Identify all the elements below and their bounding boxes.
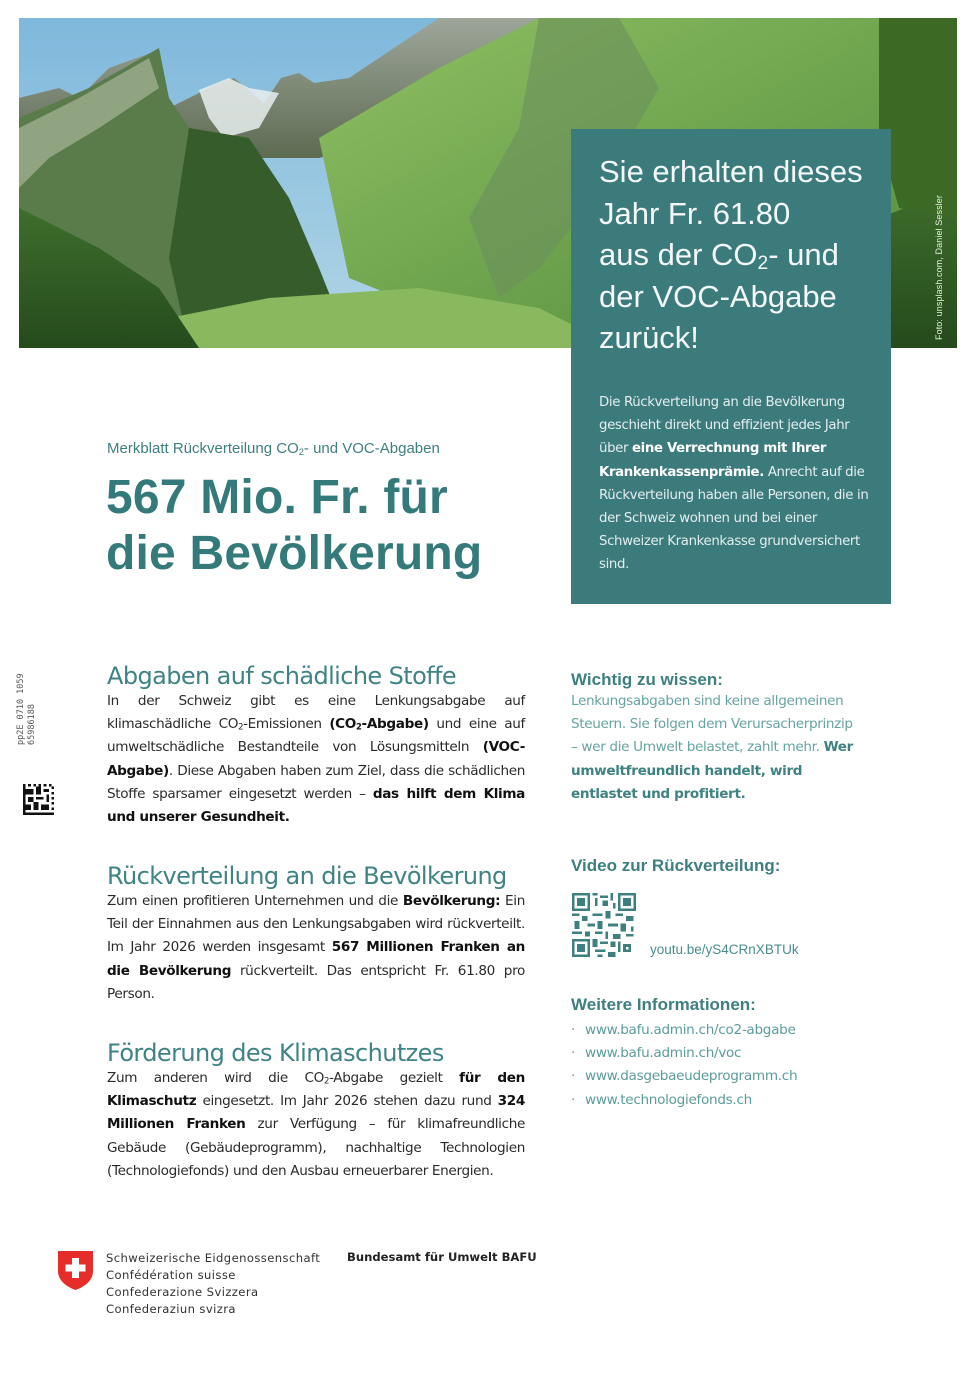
section-heading: Abgaben auf schädliche Stoffe [107,662,457,690]
federal-office-name: Bundesamt für Umwelt BAFU [347,1250,537,1264]
info-link-list [571,1019,871,1112]
bullet-icon: · [571,1045,576,1062]
bullet-icon: · [571,1068,576,1085]
link-technologiefonds[interactable]: www.technologiefonds.ch [585,1091,752,1108]
important-info [571,670,861,806]
page-title: 567 Mio. Fr. für die Bevölkerung [106,471,483,580]
data-matrix-code-icon [23,784,54,815]
bullet-icon: · [571,1022,576,1038]
callout-body-text: Die Rückverteilung an die Bevölkerung geschieht direkt und effizient jedes Jahr über eine Verrechnung mit Ihrer Krankenkassenprämie. Anrecht auf die Rückverteilung haben alle Personen, die in der Schweiz wohnen und bei einer Schweizer Krankenkasse grundversichert sind. [599,395,869,573]
important-heading: Wichtig zu wissen: [571,670,723,689]
info-link-item [571,1019,871,1042]
qr-code-icon[interactable] [572,893,636,957]
swiss-shield-icon [58,1249,93,1290]
confederation-names: Schweizerische Eidgenossenschaft Confédération suisse Confederazione Svizzera Confederaziun svizra [106,1251,321,1316]
info-link-item [571,1065,871,1088]
section-body: Zum anderen wird die $CO_2$-Abgabe gezielt für den Klimaschutz eingesetzt. Im Jahr 2026 stehen dazu rund 324 Millionen Franken zur Verfügung – für klimafreundliche Gebäude (Gebäudeprogramm), nachhaltige Technologien (Technologiefonds) und den Ausbau erneuerbarer Energien. [107,1070,526,1179]
section-heading: Förderung des Klimaschutzes [107,1039,444,1067]
further-info [571,995,871,1112]
video-heading: Video zur Rückverteilung: [571,856,781,875]
further-info-heading: Weitere Informationen: [571,995,756,1014]
callout-title: Sie erhalten dieses Jahr Fr. 61.80 aus der $CO_2-$ und der VOC-Abgabe zurück! [599,154,863,355]
refund-callout-box [571,129,891,604]
section-body: In der Schweiz gibt es eine Lenkungsabgabe auf klimaschädliche $CO_2$-Emissionen $(CO_2-Abgabe)$ und eine auf umweltschädliche Bestandteile von Lösungsmitteln (VOC-Abgabe). Diese Abgaben haben zum Ziel, dass die schädlichen Stoffe sparsamer eingesetzt werden – das hilft dem Klima und unserer Gesundheit. [107,693,526,826]
video-link[interactable]: youtu.be/yS4CRnXBTUk [650,942,799,957]
photo-credit: Foto: unsplash.com, Daniel Sessler [934,195,944,340]
article-klimaschutz [107,1039,525,1183]
link-gebaeudeprogramm[interactable]: www.dasgebaeudeprogramm.ch [585,1068,798,1085]
section-body: Zum einen profitieren Unternehmen und die Bevölkerung: Ein Teil der Einnahmen aus den Lenkungsabgaben wird rückverteilt. Im Jahr 2026 werden insgesamt 567 Millionen Franken an die Bevölkerung rückverteilt. Das entspricht Fr. 61.80 pro Person. [107,893,525,1002]
article-rueckverteilung [107,862,525,1006]
info-link-item [571,1089,871,1112]
bullet-icon: · [571,1091,576,1108]
video-section [571,856,861,876]
link-voc[interactable]: www.bafu.admin.ch/voc [585,1045,742,1062]
link-co2-abgabe[interactable]: www.bafu.admin.ch/co2-abgabe [585,1022,796,1038]
document-code: pp2E 0710 1059 65986188 [16,673,37,745]
info-link-item [571,1042,871,1065]
document-kicker: Merkblatt Rückverteilung $CO_2-$ und VOC-Abgaben [107,440,440,457]
article-abgaben [107,662,525,829]
section-heading: Rückverteilung an die Bevölkerung [107,862,507,890]
important-text: Lenkungsabgaben sind keine allgemeinen Steuern. Sie folgen dem Verursacherprinzip – wer die Umwelt belastet, zahlt mehr. Wer umweltfreundlich handelt, wird entlastet und profitiert. [571,693,854,802]
